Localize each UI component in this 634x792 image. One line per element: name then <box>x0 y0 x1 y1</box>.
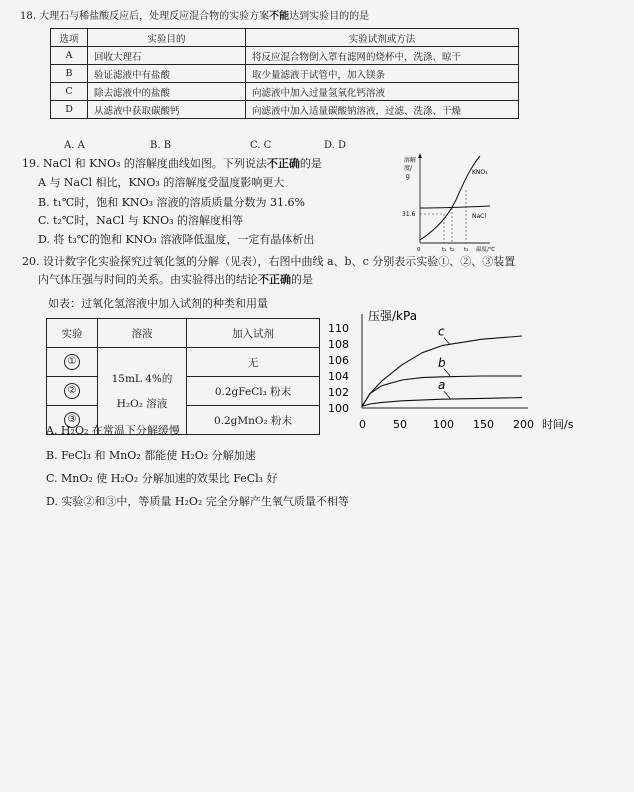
y-tick-label: 110 <box>328 322 349 335</box>
q20-line-2: 内气体压强与时间的关系。由实验得出的结论不正确的是 <box>38 273 313 286</box>
q20-option-a[interactable]: A. H₂O₂ 在常温下分解缓慢 <box>46 424 180 437</box>
row-method: 向滤液中加入过量氢氧化钙溶液 <box>246 83 519 101</box>
x-axis-label: 时间/s <box>542 418 574 431</box>
reagent-cell: 0.2gFeCl₃ 粉末 <box>187 377 320 406</box>
series-label-leader <box>444 369 450 376</box>
reagent-cell: 0.2gMnO₂ 粉末 <box>187 406 320 435</box>
y-axis-label: 溶解 <box>404 157 417 164</box>
q19-option-c[interactable]: C. t₂℃时，NaCl 与 KNO₃ 的溶解度相等 <box>38 214 244 227</box>
y-axis-label: g <box>406 173 410 180</box>
row-option: B <box>51 65 88 83</box>
solubility-chart <box>398 148 508 253</box>
table-row <box>47 348 320 377</box>
answer-option-b[interactable]: B. B <box>150 140 172 151</box>
header-method: 实验试剂或方法 <box>246 29 519 47</box>
row-method: 取少量滤液于试管中，加入镁条 <box>246 65 519 83</box>
q20-table <box>46 318 320 435</box>
header-option: 选项 <box>51 29 88 47</box>
row-option: C <box>51 83 88 101</box>
x-tick-label: t₁ <box>442 247 447 253</box>
table-row <box>51 47 519 65</box>
experiment-number: ③ <box>64 412 80 428</box>
row-purpose: 验证滤液中有盐酸 <box>88 65 246 83</box>
x-axis-label: 温度/℃ <box>476 247 496 253</box>
y-tick-label: 106 <box>328 354 349 367</box>
series-label-leader <box>444 391 450 398</box>
q18-title: 18. 大理石与稀盐酸反应后，处理反应混合物的实验方案不能达到实验目的的是 <box>20 11 370 22</box>
table-header-row <box>51 29 519 47</box>
header-purpose: 实验目的 <box>88 29 246 47</box>
q18-answer-options <box>64 140 346 151</box>
table-header-row <box>47 319 320 348</box>
experiment-number: ① <box>64 354 80 370</box>
q20-option-c[interactable]: C. MnO₂ 使 H₂O₂ 分解加速的效果比 FeCl₃ 好 <box>46 472 278 485</box>
series-line-a <box>362 398 522 407</box>
series-line-nacl <box>420 206 490 208</box>
x-tick-label: 50 <box>393 418 407 431</box>
q19-option-d[interactable]: D. 将 t₃℃的饱和 KNO₃ 溶液降低温度，一定有晶体析出 <box>38 233 315 246</box>
answer-option-a[interactable]: A. A <box>64 140 85 151</box>
q20-option-b[interactable]: B. FeCl₃ 和 MnO₂ 都能使 H₂O₂ 分解加速 <box>46 449 256 462</box>
header-reagent: 加入试剂 <box>187 319 320 348</box>
header-experiment: 实验 <box>47 319 98 348</box>
row-option: D <box>51 101 88 119</box>
q19-option-a[interactable]: A 与 NaCl 相比，KNO₃ 的溶解度受温度影响更大 <box>38 176 285 189</box>
x-tick-label: 200 <box>513 418 534 431</box>
table-row <box>51 65 519 83</box>
q19-option-b[interactable]: B. t₁℃时，饱和 KNO₃ 溶液的溶质质量分数为 31.6% <box>38 196 305 209</box>
y-tick-label: 100 <box>328 402 349 415</box>
x-tick-label: t₂ <box>450 247 455 253</box>
q20-title: 20. 设计数字化实验探究过氧化氢的分解（见表），右图中曲线 a、b、c 分别表示实验①、②、③装置 <box>22 255 516 268</box>
series-label-a: a <box>438 378 446 393</box>
header-solution: 溶液 <box>98 319 187 348</box>
y-tick-label: 104 <box>328 370 349 383</box>
pressure-chart <box>322 306 606 436</box>
series-label-leader <box>444 338 450 345</box>
row-option: A <box>51 47 88 65</box>
q20-table-caption: 如表：过氧化氢溶液中加入试剂的种类和用量 <box>48 297 268 310</box>
table-row <box>51 83 519 101</box>
answer-option-d[interactable]: D. D <box>324 140 347 151</box>
solution-cell: 15mL 4%的 H₂O₂ 溶液 <box>98 348 187 435</box>
experiment-number: ② <box>64 383 80 399</box>
answer-option-c[interactable]: C. C <box>250 140 272 151</box>
legend-nacl: NaCl <box>472 213 487 220</box>
series-line-kno3 <box>420 156 480 240</box>
x-tick-label: 0 <box>417 247 421 253</box>
row-method: 向滤液中加入适量碳酸钠溶液，过滤、洗涤、干燥 <box>246 101 519 119</box>
y-axis-label: 压强/kPa <box>368 309 418 323</box>
reagent-cell: 无 <box>187 348 320 377</box>
x-tick-label: 0 <box>359 418 366 431</box>
series-line-c <box>362 336 522 406</box>
row-purpose: 回收大理石 <box>88 47 246 65</box>
q20-option-d[interactable]: D. 实验②和③中，等质量 H₂O₂ 完全分解产生氧气质量不相等 <box>46 495 349 508</box>
q18-table <box>50 28 519 119</box>
y-tick-label: 102 <box>328 386 349 399</box>
series-label-b: b <box>438 355 446 370</box>
row-method: 将反应混合物倒入罩有滤网的烧杯中，洗涤、晾干 <box>246 47 519 65</box>
legend-kno3: KNO₃ <box>472 169 488 176</box>
x-tick-label: 150 <box>473 418 494 431</box>
x-tick-label: 100 <box>433 418 454 431</box>
row-purpose: 从滤液中获取碳酸钙 <box>88 101 246 119</box>
q19-title: 19. NaCl 和 KNO₃ 的溶解度曲线如图。下列说法不正确的是 <box>22 157 322 170</box>
y-tick-label: 108 <box>328 338 349 351</box>
y-axis-arrow <box>418 153 422 158</box>
table-row <box>51 101 519 119</box>
x-tick-label: t₃ <box>464 247 469 253</box>
series-label-c: c <box>438 324 445 339</box>
y-axis-label: 度/ <box>404 165 413 172</box>
row-purpose: 除去滤液中的盐酸 <box>88 83 246 101</box>
y-tick-label: 31.6 <box>402 211 416 218</box>
